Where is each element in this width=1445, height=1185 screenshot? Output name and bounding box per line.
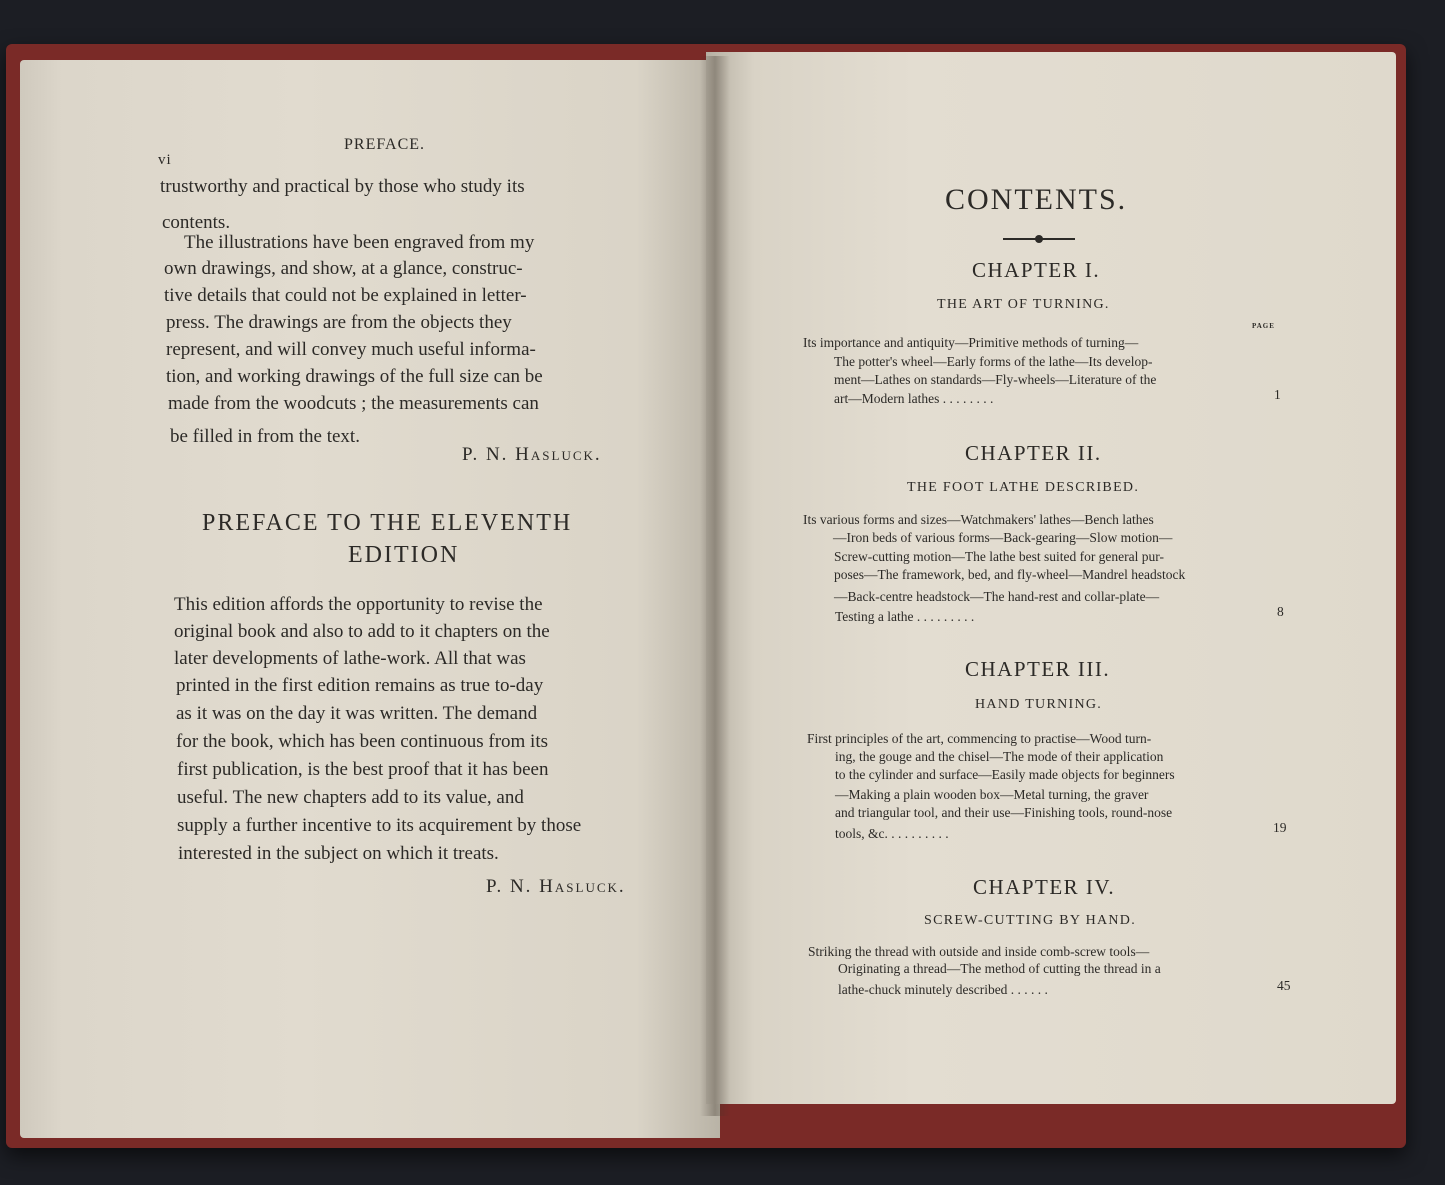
book-gutter (700, 56, 730, 1116)
preface-line: be filled in from the text. (170, 426, 360, 447)
chapter-number: CHAPTER II. (965, 441, 1102, 465)
eleventh-line: original book and also to add to it chapters on the (174, 621, 550, 642)
chapter-summary-line: to the cylinder and surface—Easily made objects for beginners (835, 767, 1175, 782)
chapter-page-number: 1 (1274, 387, 1281, 402)
chapter-summary-line: tools, &c. . . . . . . . . . (835, 826, 949, 841)
chapter-summary-line: Testing a lathe . . . . . . . . . (835, 609, 975, 624)
running-head: PREFACE. (344, 136, 426, 153)
page-folio: vi (158, 152, 172, 168)
chapter-page-number: 45 (1277, 978, 1291, 993)
chapter-title: THE FOOT LATHE DESCRIBED. (907, 480, 1140, 495)
signature: P. N. Hasluck. (486, 876, 626, 897)
eleventh-line: later developments of lathe-work. All that was (174, 648, 526, 669)
chapter-summary-line: Its importance and antiquity—Primitive methods of turning— (803, 335, 1139, 350)
preface-line: own drawings, and show, at a glance, construc- (164, 258, 523, 279)
eleventh-edition-title: PREFACE TO THE ELEVENTH (202, 510, 573, 536)
eleventh-line: interested in the subject on which it treats. (178, 843, 499, 864)
chapter-title: SCREW-CUTTING BY HAND. (924, 913, 1137, 928)
chapter-summary-line: —Making a plain wooden box—Metal turning, the graver (835, 787, 1149, 802)
preface-line: represent, and will convey much useful informa- (166, 339, 536, 360)
chapter-summary-line: ing, the gouge and the chisel—The mode of their application (835, 749, 1164, 764)
signature: P. N. Hasluck. (462, 444, 602, 465)
page-column-label: PAGE (1252, 322, 1275, 330)
ornament-dot (1035, 235, 1043, 243)
eleventh-edition-title: EDITION (348, 542, 460, 568)
chapter-summary-line: Striking the thread with outside and inside comb-screw tools— (808, 944, 1150, 959)
preface-line: The illustrations have been engraved from my (184, 232, 535, 253)
chapter-summary-line: First principles of the art, commencing to practise—Wood turn- (807, 731, 1152, 746)
preface-line: tion, and working drawings of the full size can be (166, 366, 543, 387)
chapter-summary-line: —Iron beds of various forms—Back-gearing—Slow motion— (833, 530, 1173, 545)
eleventh-line: This edition affords the opportunity to revise the (174, 594, 543, 615)
chapter-page-number: 19 (1273, 820, 1287, 835)
chapter-summary-line: lathe-chuck minutely described . . . . . . (838, 982, 1048, 997)
eleventh-line: printed in the first edition remains as true to-day (176, 675, 544, 696)
chapter-summary-line: The potter's wheel—Early forms of the lathe—Its develop- (834, 354, 1153, 369)
chapter-page-number: 8 (1277, 604, 1284, 619)
preface-line: trustworthy and practical by those who study its (160, 176, 525, 197)
eleventh-line: as it was on the day it was written. The demand (176, 703, 538, 724)
eleventh-line: first publication, is the best proof that it has been (177, 759, 549, 780)
chapter-summary-line: and triangular tool, and their use—Finishing tools, round-nose (835, 805, 1173, 820)
chapter-summary-line: Originating a thread—The method of cutting the thread in a (838, 961, 1161, 976)
eleventh-line: useful. The new chapters add to its value, and (177, 787, 524, 808)
preface-line: tive details that could not be explained in letter- (164, 285, 527, 306)
contents-heading: CONTENTS. (945, 183, 1128, 216)
preface-line: press. The drawings are from the objects they (166, 312, 512, 333)
preface-line: contents. (162, 212, 231, 233)
chapter-summary-line: Screw-cutting motion—The lathe best suited for general pur- (834, 549, 1165, 564)
chapter-summary-line: ment—Lathes on standards—Fly-wheels—Literature of the (834, 372, 1157, 387)
chapter-summary-line: poses—The framework, bed, and fly-wheel—Mandrel headstock (834, 567, 1186, 582)
chapter-summary-line: art—Modern lathes . . . . . . . . (834, 391, 994, 406)
chapter-number: CHAPTER III. (965, 657, 1111, 681)
chapter-summary-line: —Back-centre headstock—The hand-rest and collar-plate— (834, 589, 1160, 604)
chapter-title: THE ART OF TURNING. (937, 297, 1110, 312)
chapter-number: CHAPTER I. (972, 258, 1101, 282)
eleventh-line: for the book, which has been continuous from its (176, 731, 549, 752)
eleventh-line: supply a further incentive to its acquirement by those (177, 815, 582, 836)
chapter-title: HAND TURNING. (975, 697, 1103, 712)
chapter-number: CHAPTER IV. (973, 875, 1116, 899)
chapter-summary-line: Its various forms and sizes—Watchmakers' lathes—Bench lathes (803, 512, 1154, 527)
preface-line: made from the woodcuts ; the measurements can (168, 393, 539, 414)
